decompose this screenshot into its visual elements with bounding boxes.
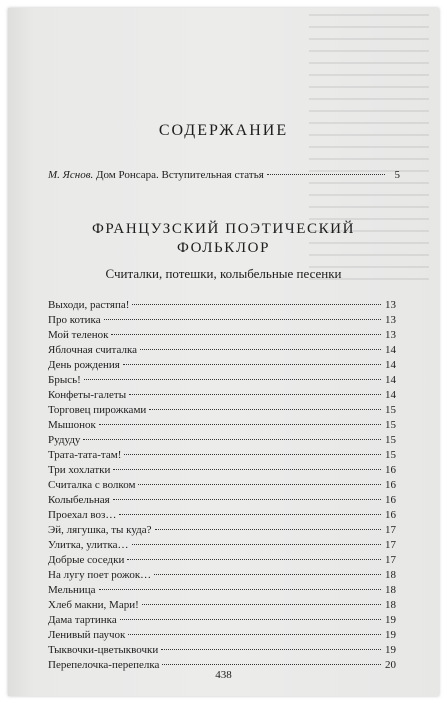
toc-entry-page: 15 <box>385 449 396 461</box>
toc-entry-title: Мельница <box>48 584 96 596</box>
toc-entry-title: Про котика <box>48 314 101 326</box>
toc-entry-page: 14 <box>385 359 396 371</box>
toc-entry <box>48 343 396 358</box>
dot-leader <box>161 649 381 650</box>
toc-entry <box>48 388 396 403</box>
dot-leader <box>127 559 381 560</box>
toc-entry <box>48 598 396 613</box>
toc-entry-page: 14 <box>385 374 396 386</box>
toc-entry <box>48 508 396 523</box>
dot-leader <box>83 439 381 440</box>
toc-entry-title: Мой теленок <box>48 329 109 341</box>
toc-entry-page: 13 <box>385 329 396 341</box>
toc-entry <box>48 403 396 418</box>
dot-leader <box>123 364 381 365</box>
toc-entry <box>48 568 396 583</box>
toc-entry-title: Улитка, улитка… <box>48 539 129 551</box>
toc-intro-page: 5 <box>394 169 400 181</box>
toc-entry-page: 18 <box>385 599 396 611</box>
toc-entry-title: Тыквочки-цветыквочки <box>48 644 159 656</box>
toc-entry <box>48 313 396 328</box>
dot-leader <box>124 454 381 455</box>
dot-leader <box>155 529 381 530</box>
contents-heading: СОДЕРЖАНИЕ <box>158 122 289 139</box>
toc-entry-page: 16 <box>385 464 396 476</box>
toc-entry <box>48 298 396 313</box>
toc-entry-title: Считалка с волком <box>48 479 136 491</box>
toc-entry-page: 14 <box>385 344 396 356</box>
dot-leader <box>119 514 381 515</box>
page-number: 438 <box>215 669 232 681</box>
toc-entry <box>48 418 396 433</box>
section-heading-line2: ФОЛЬКЛОР <box>176 240 271 256</box>
toc-intro-entry <box>48 168 400 183</box>
toc-entry-title: Трата-тата-там! <box>48 449 122 461</box>
dot-leader <box>120 619 381 620</box>
dot-leader <box>99 424 381 425</box>
toc-entry-title: Хлеб макни, Мари! <box>48 599 139 611</box>
section-heading-line1: ФРАНЦУЗСКИЙ ПОЭТИЧЕСКИЙ <box>91 221 356 237</box>
toc-entry-title: Брысь! <box>48 374 81 386</box>
toc-intro-author: М. Яснов. <box>48 169 94 181</box>
toc-entry-title: Три хохлатки <box>48 464 111 476</box>
toc-entry <box>48 358 396 373</box>
toc-entry-page: 17 <box>385 539 396 551</box>
toc-entry-title: На лугу поет рожок… <box>48 569 152 581</box>
toc-entry <box>48 613 396 628</box>
dot-leader <box>162 664 381 665</box>
dot-leader <box>111 334 381 335</box>
toc-entry-page: 15 <box>385 434 396 446</box>
toc-entry-page: 16 <box>385 494 396 506</box>
toc-entry <box>48 538 396 553</box>
toc-entry <box>48 643 396 658</box>
toc-entry <box>48 448 396 463</box>
toc-entry-title: Мышонок <box>48 419 96 431</box>
dot-leader <box>113 499 381 500</box>
toc-entry-title: Дама тартинка <box>48 614 117 626</box>
dot-leader <box>128 634 381 635</box>
toc-entry-page: 17 <box>385 554 396 566</box>
toc-entry-title: Выходи, растяпа! <box>48 299 130 311</box>
toc-entry <box>48 373 396 388</box>
dot-leader <box>129 394 381 395</box>
toc-entry-page: 20 <box>385 659 396 671</box>
dot-leader <box>104 319 381 320</box>
toc-entry-page: 16 <box>385 509 396 521</box>
toc-entry-title: Яблочная считалка <box>48 344 138 356</box>
toc-entry-title: Рудуду <box>48 434 81 446</box>
toc-entry <box>48 328 396 343</box>
toc-entry <box>48 433 396 448</box>
toc-entry-title: Эй, лягушка, ты куда? <box>48 524 152 536</box>
section-subtitle: Считалки, потешки, колыбельные песенки <box>105 266 342 281</box>
toc-entry-page: 16 <box>385 479 396 491</box>
toc-entry-title: Перепелочка-перепелка <box>48 659 160 671</box>
toc-entry-page: 13 <box>385 299 396 311</box>
dot-leader <box>149 409 381 410</box>
toc-entry-title: Добрые соседки <box>48 554 125 566</box>
toc-entry <box>48 478 396 493</box>
toc-entry-page: 18 <box>385 584 396 596</box>
toc-entry-page: 19 <box>385 644 396 656</box>
toc-entry-page: 14 <box>385 389 396 401</box>
toc-entry-title: Ленивый паучок <box>48 629 126 641</box>
toc-entry-title: Конфеты-галеты <box>48 389 127 401</box>
dot-leader <box>113 469 381 470</box>
toc-entry-title: Колыбельная <box>48 494 110 506</box>
dot-leader <box>267 174 385 175</box>
toc-entry-page: 18 <box>385 569 396 581</box>
toc-entry-page: 19 <box>385 614 396 626</box>
dot-leader <box>99 589 381 590</box>
toc-intro-text <box>48 168 264 183</box>
toc-entry <box>48 493 396 508</box>
section-heading <box>8 220 439 258</box>
toc-entry-page: 19 <box>385 629 396 641</box>
toc-entry-title: Проехал воз… <box>48 509 117 521</box>
dot-leader <box>84 379 381 380</box>
dot-leader <box>154 574 381 575</box>
toc-entry <box>48 628 396 643</box>
book-page <box>8 8 439 696</box>
dot-leader <box>142 604 381 605</box>
toc-entry <box>48 463 396 478</box>
dot-leader <box>140 349 381 350</box>
toc-entry-page: 17 <box>385 524 396 536</box>
toc-entry <box>48 553 396 568</box>
dot-leader <box>138 484 381 485</box>
toc-entry <box>48 523 396 538</box>
dot-leader <box>132 304 381 305</box>
toc-entry-page: 15 <box>385 419 396 431</box>
dot-leader <box>132 544 381 545</box>
toc-entry <box>48 583 396 598</box>
toc-entry-title: День рождения <box>48 359 120 371</box>
toc-entry-page: 15 <box>385 404 396 416</box>
toc-entry-page: 13 <box>385 314 396 326</box>
toc-entry-title: Торговец пирожками <box>48 404 147 416</box>
toc-intro-title: Дом Ронсара. Вступительная статья <box>96 169 264 181</box>
